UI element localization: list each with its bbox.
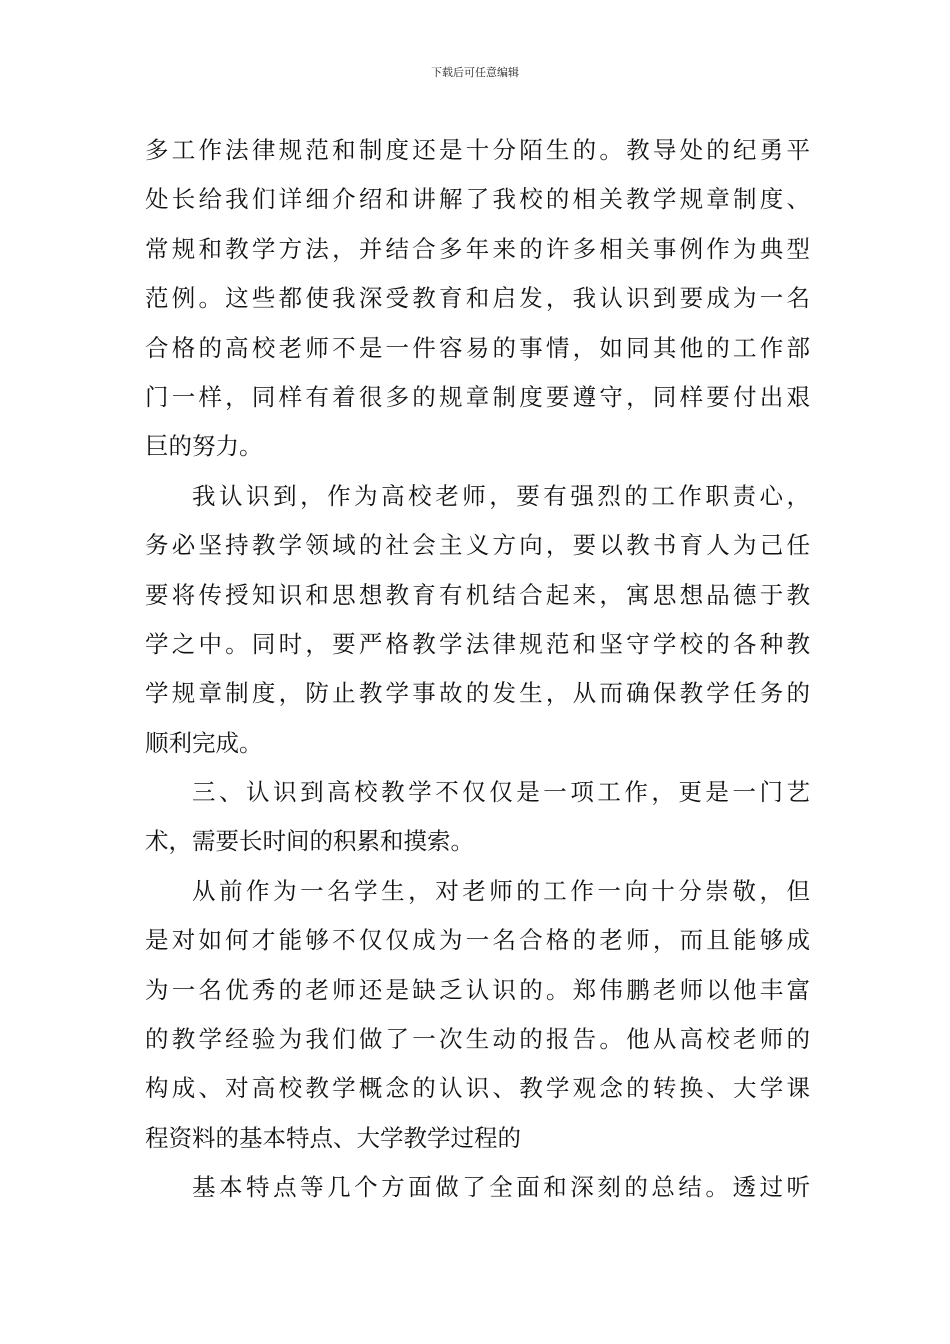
text-line: 巨的努力。 [145,432,263,461]
text-line: 是对如何才能够不仅仅成为一名合格的老师，而且能够成 [145,926,810,955]
text-line: 顺利完成。 [145,728,263,757]
text-line: 程资料的基本特点、大学教学过程的 [145,1123,521,1152]
text-line: 门一样，同样有着很多的规章制度要遵守，同样要付出艰 [145,382,810,411]
text-line: 务必坚持教学领域的社会主义方向，要以教书育人为己任 [145,531,810,560]
text-line: 我认识到，作为高校老师，要有强烈的工作职责心， [192,481,810,510]
body-text [145,126,810,1213]
text-line: 术，需要长时间的积累和摸索。 [145,827,474,856]
page-header: 下载后可任意编辑 [431,66,519,79]
text-line: 的教学经验为我们做了一次生动的报告。他从高校老师的 [145,1025,810,1054]
text-line: 基本特点等几个方面做了全面和深刻的总结。透过听 [192,1173,810,1202]
text-line: 范例。这些都使我深受教育和启发，我认识到要成为一名 [145,284,810,313]
text-line: 为一名优秀的老师还是缺乏认识的。郑伟鹏老师以他丰富 [145,975,810,1004]
text-line: 合格的高校老师不是一件容易的事情，如同其他的工作部 [145,333,810,362]
text-line: 学规章制度，防止教学事故的发生，从而确保教学任务的 [145,679,810,708]
text-line: 从前作为一名学生，对老师的工作一向十分崇敬，但 [192,876,810,905]
text-line: 处长给我们详细介绍和讲解了我校的相关教学规章制度、 [145,185,810,214]
text-line: 常规和教学方法，并结合多年来的许多相关事例作为典型 [145,234,810,263]
text-line: 构成、对高校教学概念的认识、教学观念的转换、大学课 [145,1074,810,1103]
text-line: 三、认识到高校教学不仅仅是一项工作，更是一门艺 [192,778,810,807]
text-line: 要将传授知识和思想教育有机结合起来，寓思想品德于教 [145,580,810,609]
text-line: 多工作法律规范和制度还是十分陌生的。教导处的纪勇平 [145,136,810,164]
text-line: 学之中。同时，要严格教学法律规范和坚守学校的各种教 [145,629,810,658]
